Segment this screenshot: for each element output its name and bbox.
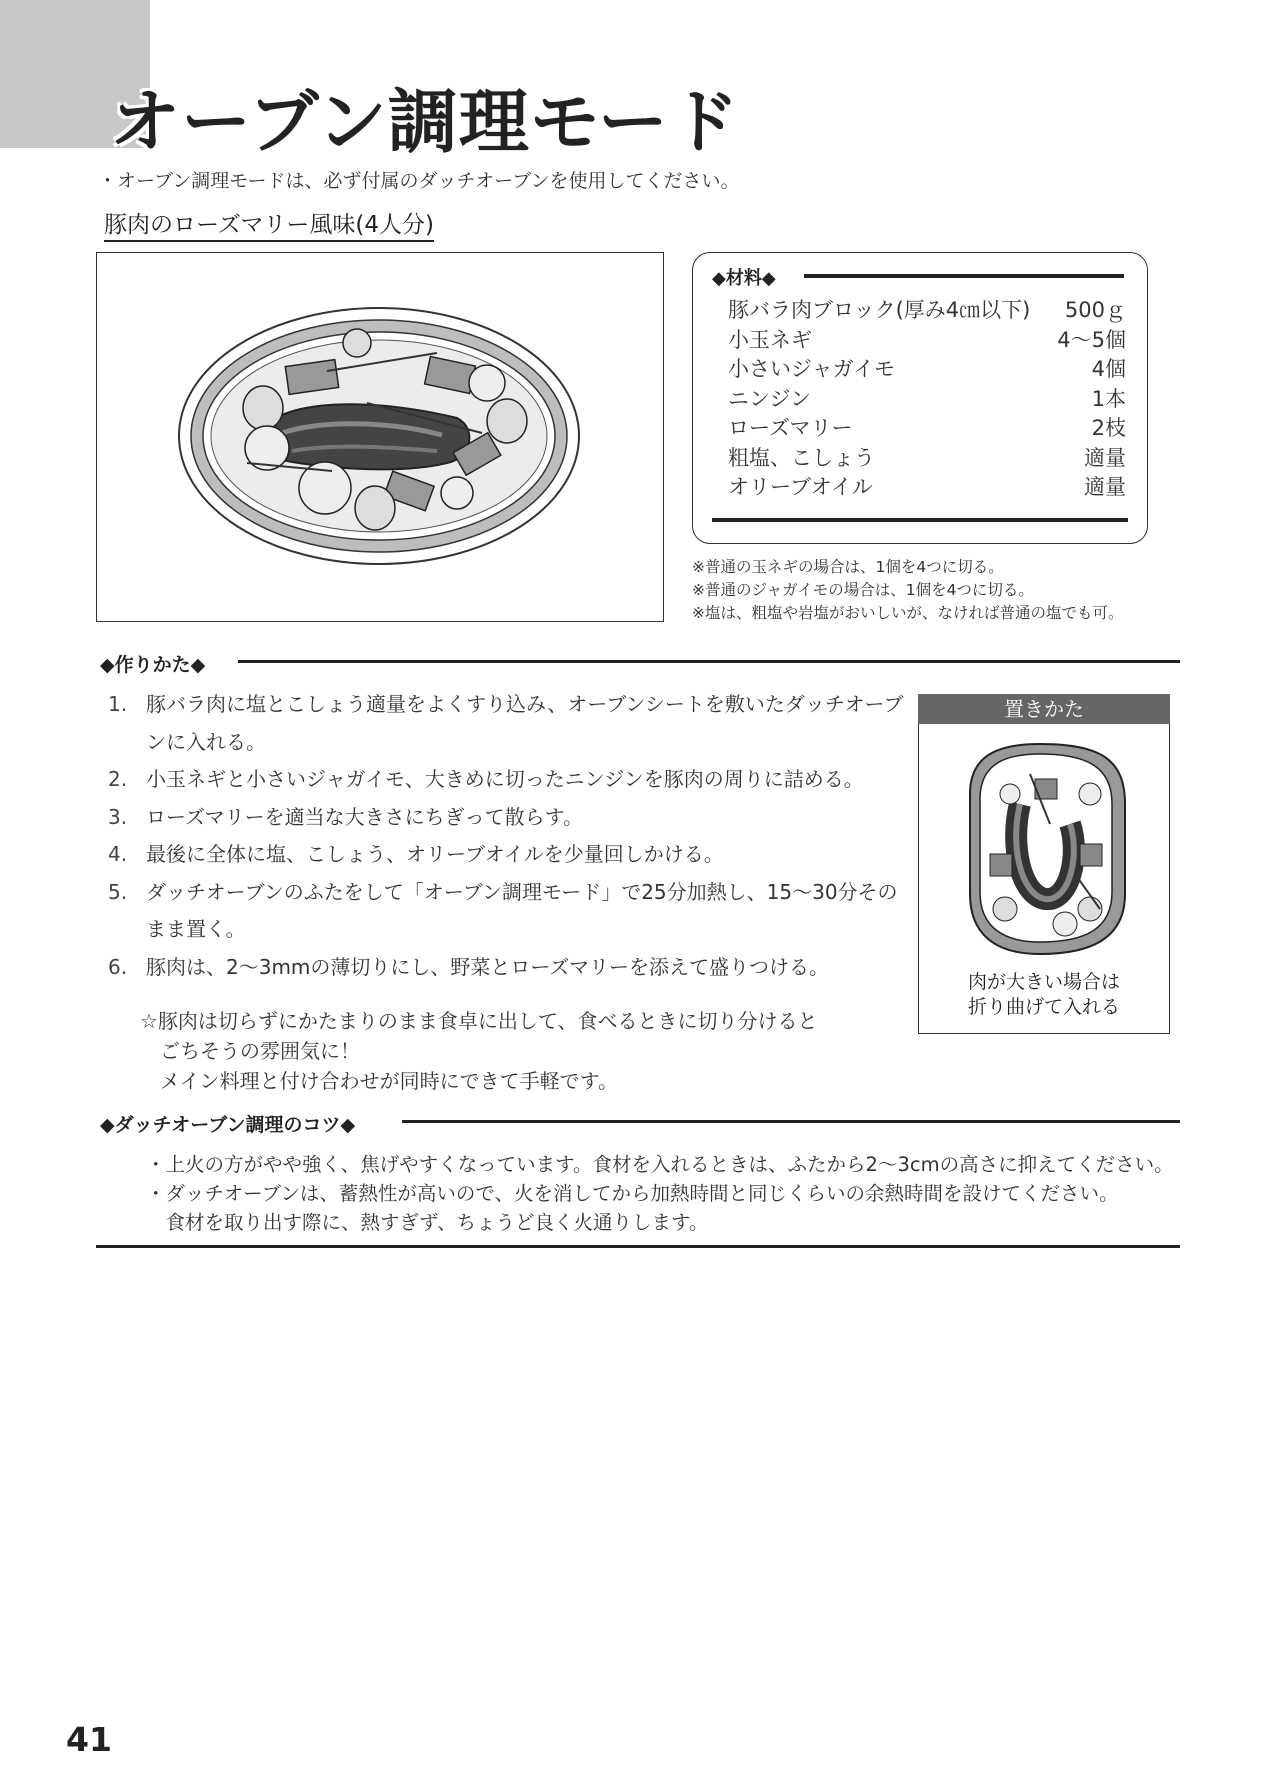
ingredient-item [728, 385, 1126, 415]
step-number: 2. [108, 767, 128, 791]
ingredient-item [728, 355, 1126, 385]
serving-note-line: ☆豚肉は切らずにかたまりのまま食卓に出して、食べるときに切り分けると [140, 1009, 818, 1033]
method-step [108, 874, 908, 949]
placement-caption [918, 970, 1170, 1020]
ingredient-name: ニンジン [728, 386, 811, 411]
tips-list [146, 1150, 1174, 1237]
ingredients-rule [804, 274, 1124, 278]
ingredient-qty: 4〜5個 [1057, 327, 1126, 352]
ingredient-note: ※普通の玉ネギの場合は、1個を4つに切る。 [692, 558, 1004, 576]
step-text: 最後に全体に塩、こしょう、オリーブオイルを少量回しかける。 [146, 842, 724, 866]
step-number: 5. [108, 879, 128, 904]
step-number: 4. [108, 842, 128, 866]
ingredient-item [728, 444, 1126, 474]
ingredient-note: ※塩は、粗塩や岩塩がおいしいが、なければ普通の塩でも可。 [692, 604, 1124, 622]
step-text: 豚バラ肉に塩とこしょう適量をよくすり込み、オーブンシートを敷いたダッチオーブンに入れる。 [146, 692, 904, 754]
method-steps [108, 686, 908, 986]
method-step [108, 686, 908, 761]
ingredient-qty: 適量 [1084, 445, 1126, 470]
tip-line: ・上火の方がやや強く、焦げやすくなっています。食材を入れるときは、ふたから2〜3cmの高さに抑えてください。 [146, 1153, 1174, 1176]
intro-note: ・オーブン調理モードは、必ず付属のダッチオーブンを使用してください。 [98, 170, 740, 192]
dish-illustration [96, 252, 664, 622]
dutch-oven-illustration [950, 734, 1140, 964]
ingredient-note: ※普通のジャガイモの場合は、1個を4つに切る。 [692, 581, 1034, 599]
ingredient-name: ローズマリー [728, 416, 853, 440]
method-rule [238, 660, 1180, 663]
step-text: ローズマリーを適当な大きさにちぎって散らす。 [146, 804, 583, 829]
ingredient-name: 粗塩、こしょう [728, 445, 875, 470]
ingredient-name: 豚バラ肉ブロック(厚み4㎝以下) [728, 298, 1031, 322]
step-number: 1. [108, 692, 128, 716]
ingredients-heading: ◆材料◆ [712, 268, 776, 289]
ingredient-item [728, 296, 1126, 326]
platter-drawing [97, 253, 662, 620]
ingredient-name: 小さいジャガイモ [728, 357, 895, 381]
ingredient-qty: 500ｇ [1064, 298, 1126, 322]
page-number: 41 [66, 1720, 112, 1759]
method-step [108, 949, 908, 987]
step-number: 6. [108, 954, 128, 979]
placement-caption-line: 肉が大きい場合は [967, 971, 1120, 993]
method-step [108, 799, 908, 837]
placement-heading: 置きかた [918, 694, 1170, 724]
ingredient-qty: 2枝 [1091, 416, 1126, 440]
ingredient-qty: 適量 [1084, 475, 1126, 499]
section-end-rule [96, 1245, 1180, 1248]
tips-heading: ◆ダッチオーブン調理のコツ◆ [100, 1114, 356, 1136]
ingredients-list [728, 296, 1126, 503]
serving-note [140, 1006, 818, 1096]
dutch-oven-drawing [950, 734, 1140, 968]
serving-note-line: メイン料理と付け合わせが同時にできて手軽です。 [140, 1069, 618, 1093]
method-heading: ◆作りかた◆ [100, 654, 206, 676]
ingredient-name: オリーブオイル [728, 475, 873, 499]
method-step [108, 761, 908, 799]
ingredient-item [728, 414, 1126, 444]
tip-line: ・ダッチオーブンは、蓄熱性が高いので、火を消してから加熱時間と同じくらいの余熱時間を設けてください。 [146, 1182, 1119, 1205]
placement-caption-line: 折り曲げて入れる [967, 996, 1120, 1018]
ingredient-notes [692, 556, 1124, 625]
tips-rule [402, 1120, 1180, 1123]
ingredient-item [728, 326, 1126, 356]
ingredient-qty: 4個 [1091, 357, 1126, 381]
step-number: 3. [108, 804, 128, 829]
step-text: 豚肉は、2〜3mmの薄切りにし、野菜とローズマリーを添えて盛りつける。 [146, 954, 830, 979]
ingredient-item [728, 473, 1126, 503]
step-text: 小玉ネギと小さいジャガイモ、大きめに切ったニンジンを豚肉の周りに詰める。 [146, 767, 864, 791]
step-text: ダッチオーブンのふたをして「オーブン調理モード」で25分加熱し、15〜30分そのまま置く。 [146, 879, 898, 941]
ingredient-name: 小玉ネギ [728, 327, 812, 352]
page-title: オーブン調理モード [110, 81, 740, 163]
ingredients-bottom-rule [712, 518, 1128, 522]
tip-line: 食材を取り出す際に、熱すぎず、ちょうど良く火通りします。 [146, 1211, 709, 1234]
serving-note-line: ごちそうの雰囲気に！ [140, 1039, 360, 1063]
ingredient-qty: 1本 [1091, 386, 1126, 411]
recipe-title: 豚肉のローズマリー風味(4人分) [104, 206, 434, 242]
method-step [108, 836, 908, 874]
